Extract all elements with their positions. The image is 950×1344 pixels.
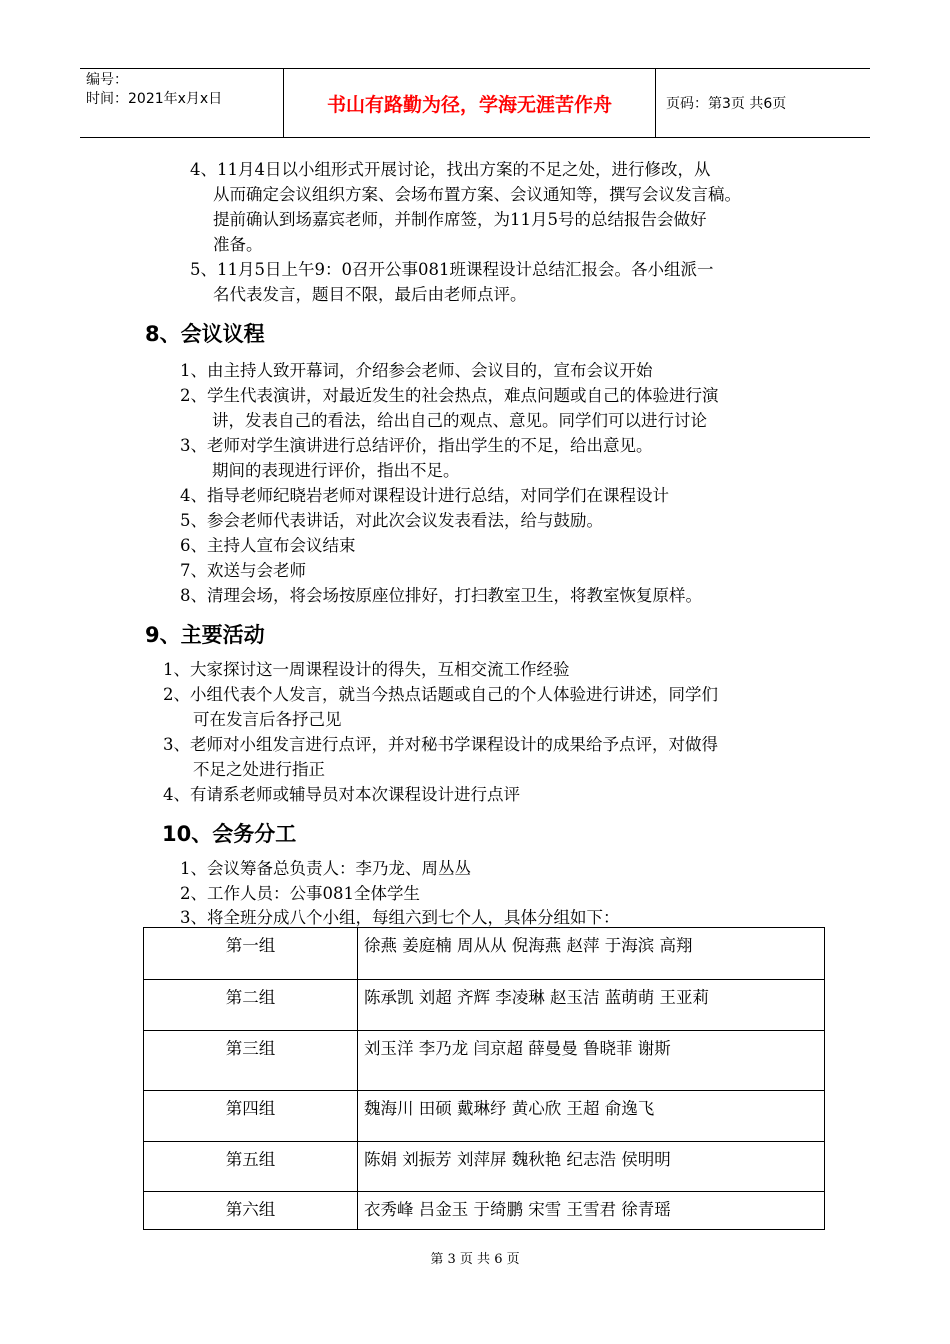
activity-line: 4、有请系老师或辅导员对本次课程设计进行点评 — [163, 785, 520, 804]
header-meta — [80, 69, 283, 137]
header-motto: 书山有路勤为径，学海无涯苦作舟 — [283, 69, 656, 137]
agenda-line: 5、参会老师代表讲话，对此次会议发表看法，给与鼓励。 — [180, 511, 603, 530]
group-name: 第二组 — [144, 980, 358, 1031]
activity-line: 可在发言后各抒己见 — [193, 710, 342, 729]
intro-line: 5、11月5日上午9：0召开公事081班课程设计总结汇报会。各小组派一 — [190, 260, 714, 279]
table-row — [144, 1091, 825, 1142]
intro-line: 提前确认到场嘉宾老师，并制作席签，为11月5号的总结报告会做好 — [213, 210, 707, 229]
table-row — [144, 980, 825, 1031]
group-name: 第三组 — [144, 1031, 358, 1091]
time-label: 时间：2021年x月x日 — [86, 91, 223, 107]
group-name: 第六组 — [144, 1192, 358, 1230]
division-line: 2、工作人员：公事081全体学生 — [180, 884, 420, 903]
number-label: 编号： — [86, 72, 128, 88]
group-name: 第五组 — [144, 1142, 358, 1192]
intro-line: 名代表发言，题目不限，最后由老师点评。 — [213, 285, 527, 304]
group-name: 第一组 — [144, 928, 358, 980]
group-table — [143, 927, 825, 1230]
agenda-line: 8、清理会场，将会场按原座位排好，打扫教室卫生，将教室恢复原样。 — [180, 586, 702, 605]
agenda-line: 3、老师对学生演讲进行总结评价，指出学生的不足，给出意见。 — [180, 436, 653, 455]
activity-line: 2、小组代表个人发言，就当今热点话题或自己的个人体验进行讲述，同学们 — [163, 685, 718, 704]
intro-line: 从而确定会议组织方案、会场布置方案、会议通知等，撰写会议发言稿。 — [213, 185, 741, 204]
agenda-line: 7、欢送与会老师 — [180, 561, 306, 580]
agenda-line: 期间的表现进行评价，指出不足。 — [212, 461, 460, 480]
agenda-line: 4、指导老师纪晓岩老师对课程设计进行总结，对同学们在课程设计 — [180, 486, 669, 505]
table-row — [144, 1192, 825, 1230]
table-row — [144, 928, 825, 980]
division-line: 1、会议筹备总负责人：李乃龙、周丛丛 — [180, 859, 471, 878]
agenda-line: 1、由主持人致开幕词，介绍参会老师、会议目的，宣布会议开始 — [180, 361, 653, 380]
group-members: 陈娟 刘振芳 刘萍屏 魏秋艳 纪志浩 侯明明 — [358, 1142, 825, 1192]
group-members: 魏海川 田硕 戴琳纾 黄心欣 王超 俞逸飞 — [358, 1091, 825, 1142]
activity-line: 3、老师对小组发言进行点评，并对秘书学课程设计的成果给予点评，对做得 — [163, 735, 718, 754]
section-heading-division: 10、会务分工 — [162, 822, 297, 846]
table-row — [144, 1031, 825, 1091]
section-heading-activities: 9、主要活动 — [145, 623, 265, 647]
intro-line: 准备。 — [213, 235, 263, 254]
table-row — [144, 1142, 825, 1192]
group-members: 陈承凯 刘超 齐辉 李凌琳 赵玉洁 蓝萌萌 王亚莉 — [358, 980, 825, 1031]
activity-line: 1、大家探讨这一周课程设计的得失，互相交流工作经验 — [163, 660, 570, 679]
group-members: 衣秀峰 吕金玉 于绮鹏 宋雪 王雪君 徐青瑶 — [358, 1192, 825, 1230]
division-line: 3、将全班分成八个小组，每组六到七个人，具体分组如下： — [180, 908, 620, 927]
section-heading-agenda: 8、会议议程 — [145, 322, 265, 346]
agenda-line: 6、主持人宣布会议结束 — [180, 536, 356, 555]
page-footer: 第 3 页 共 6 页 — [430, 1252, 520, 1267]
activity-line: 不足之处进行指正 — [193, 760, 325, 779]
header-page-info: 页码：第3页 共6页 — [666, 96, 787, 112]
intro-line: 4、11月4日以小组形式开展讨论，找出方案的不足之处，进行修改，从 — [190, 160, 711, 179]
group-name: 第四组 — [144, 1091, 358, 1142]
agenda-line: 2、学生代表演讲，对最近发生的社会热点，难点问题或自己的体验进行演 — [180, 386, 719, 405]
agenda-line: 讲，发表自己的看法，给出自己的观点、意见。同学们可以进行讨论 — [212, 411, 707, 430]
page-header — [80, 68, 870, 138]
group-members: 徐燕 姜庭楠 周从从 倪海燕 赵萍 于海滨 高翔 — [358, 928, 825, 980]
group-members: 刘玉洋 李乃龙 闫京超 薛曼曼 鲁晓菲 谢斯 — [358, 1031, 825, 1091]
